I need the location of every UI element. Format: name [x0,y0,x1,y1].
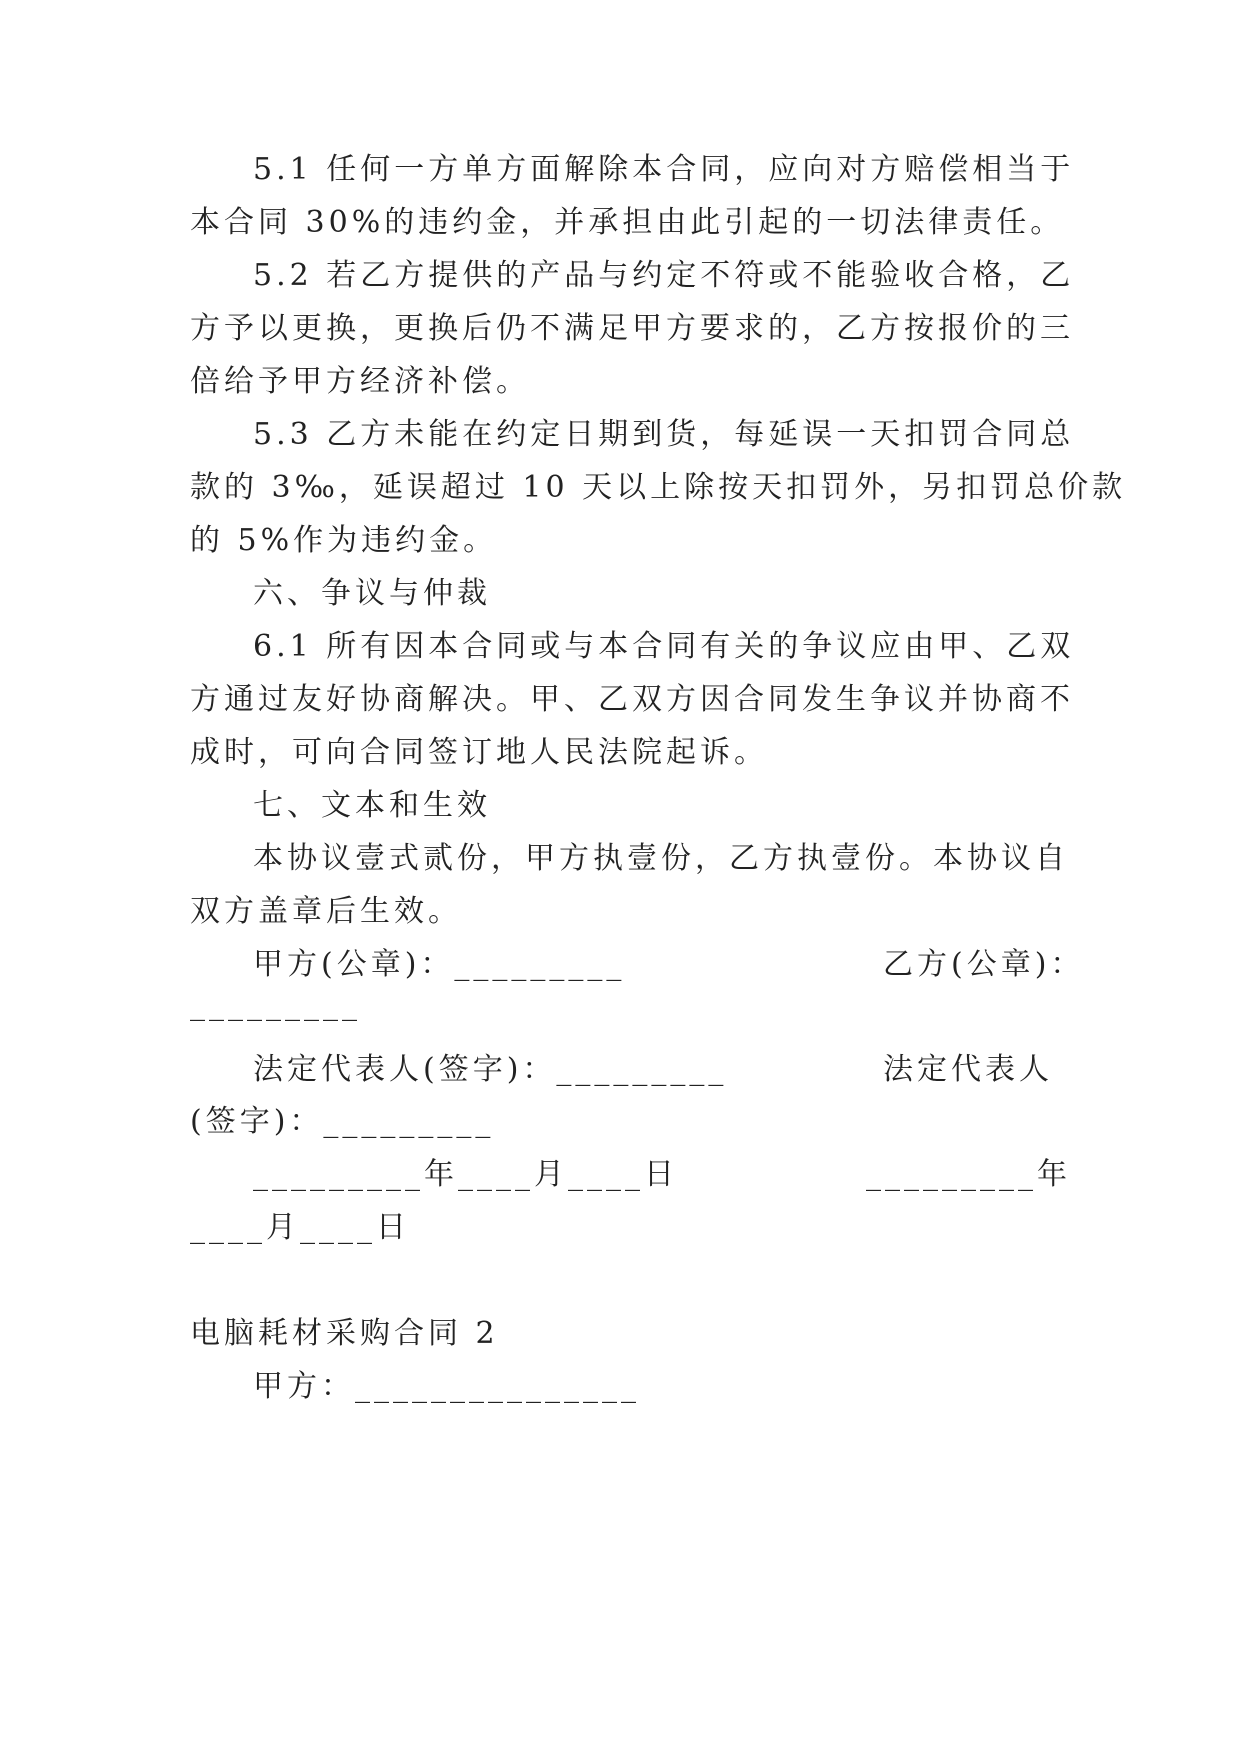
clause-5-3-line-2: 款的 3‰，延误超过 10 天以上除按天扣罚外，另扣罚总价款 [190,470,1127,505]
clause-5-1-line-2: 本合同 30%的违约金，并承担由此引起的一切法律责任。 [190,205,1065,240]
clause-6-1-line-1: 6.1 所有因本合同或与本合同有关的争议应由甲、乙双 [253,629,1075,664]
clause-5-2-line-1: 5.2 若乙方提供的产品与约定不符或不能验收合格，乙 [253,258,1075,293]
section-6-heading: 六、争议与仲裁 [253,576,491,611]
clause-5-3-line-3: 的 5%作为违约金。 [190,523,498,558]
party-b-date-month-day: ____月____日 [190,1210,410,1245]
party-b-representative-label: 法定代表人 [883,1052,1053,1087]
clause-5-2-line-2: 方予以更换，更换后仍不满足甲方要求的，乙方按报价的三 [190,311,1074,346]
clause-5-2-line-3: 倍给予甲方经济补偿。 [190,364,530,399]
section-7-text-line-1: 本协议壹式贰份，甲方执壹份，乙方执壹份。本协议自 [253,841,1069,876]
clause-6-1-line-2: 方通过友好协商解决。甲、乙双方因合同发生争议并协商不 [190,682,1074,717]
party-b-representative-signature: (签字)：_________ [190,1104,495,1139]
party-a-date-line: _________年____月____日 [253,1157,678,1192]
party-b-seal-label: 乙方(公章)： [883,947,1085,982]
clause-5-1-line-1: 5.1 任何一方单方面解除本合同，应向对方赔偿相当于 [253,152,1075,187]
party-a-representative-line: 法定代表人(签字)：_________ [253,1052,728,1087]
section-7-text-line-2: 双方盖章后生效。 [190,894,462,929]
party-b-seal-blank: _________ [190,987,361,1022]
clause-5-3-line-1: 5.3 乙方未能在约定日期到货，每延误一天扣罚合同总 [253,417,1075,452]
next-contract-title: 电脑耗材采购合同 2 [190,1316,499,1351]
clause-6-1-line-3: 成时，可向合同签订地人民法院起诉。 [190,735,768,770]
next-contract-party-a: 甲方：_______________ [253,1369,640,1404]
party-b-date-year: _________年 [866,1157,1071,1192]
party-a-seal-line: 甲方(公章)：_________ [253,947,626,982]
section-7-heading: 七、文本和生效 [253,788,491,823]
